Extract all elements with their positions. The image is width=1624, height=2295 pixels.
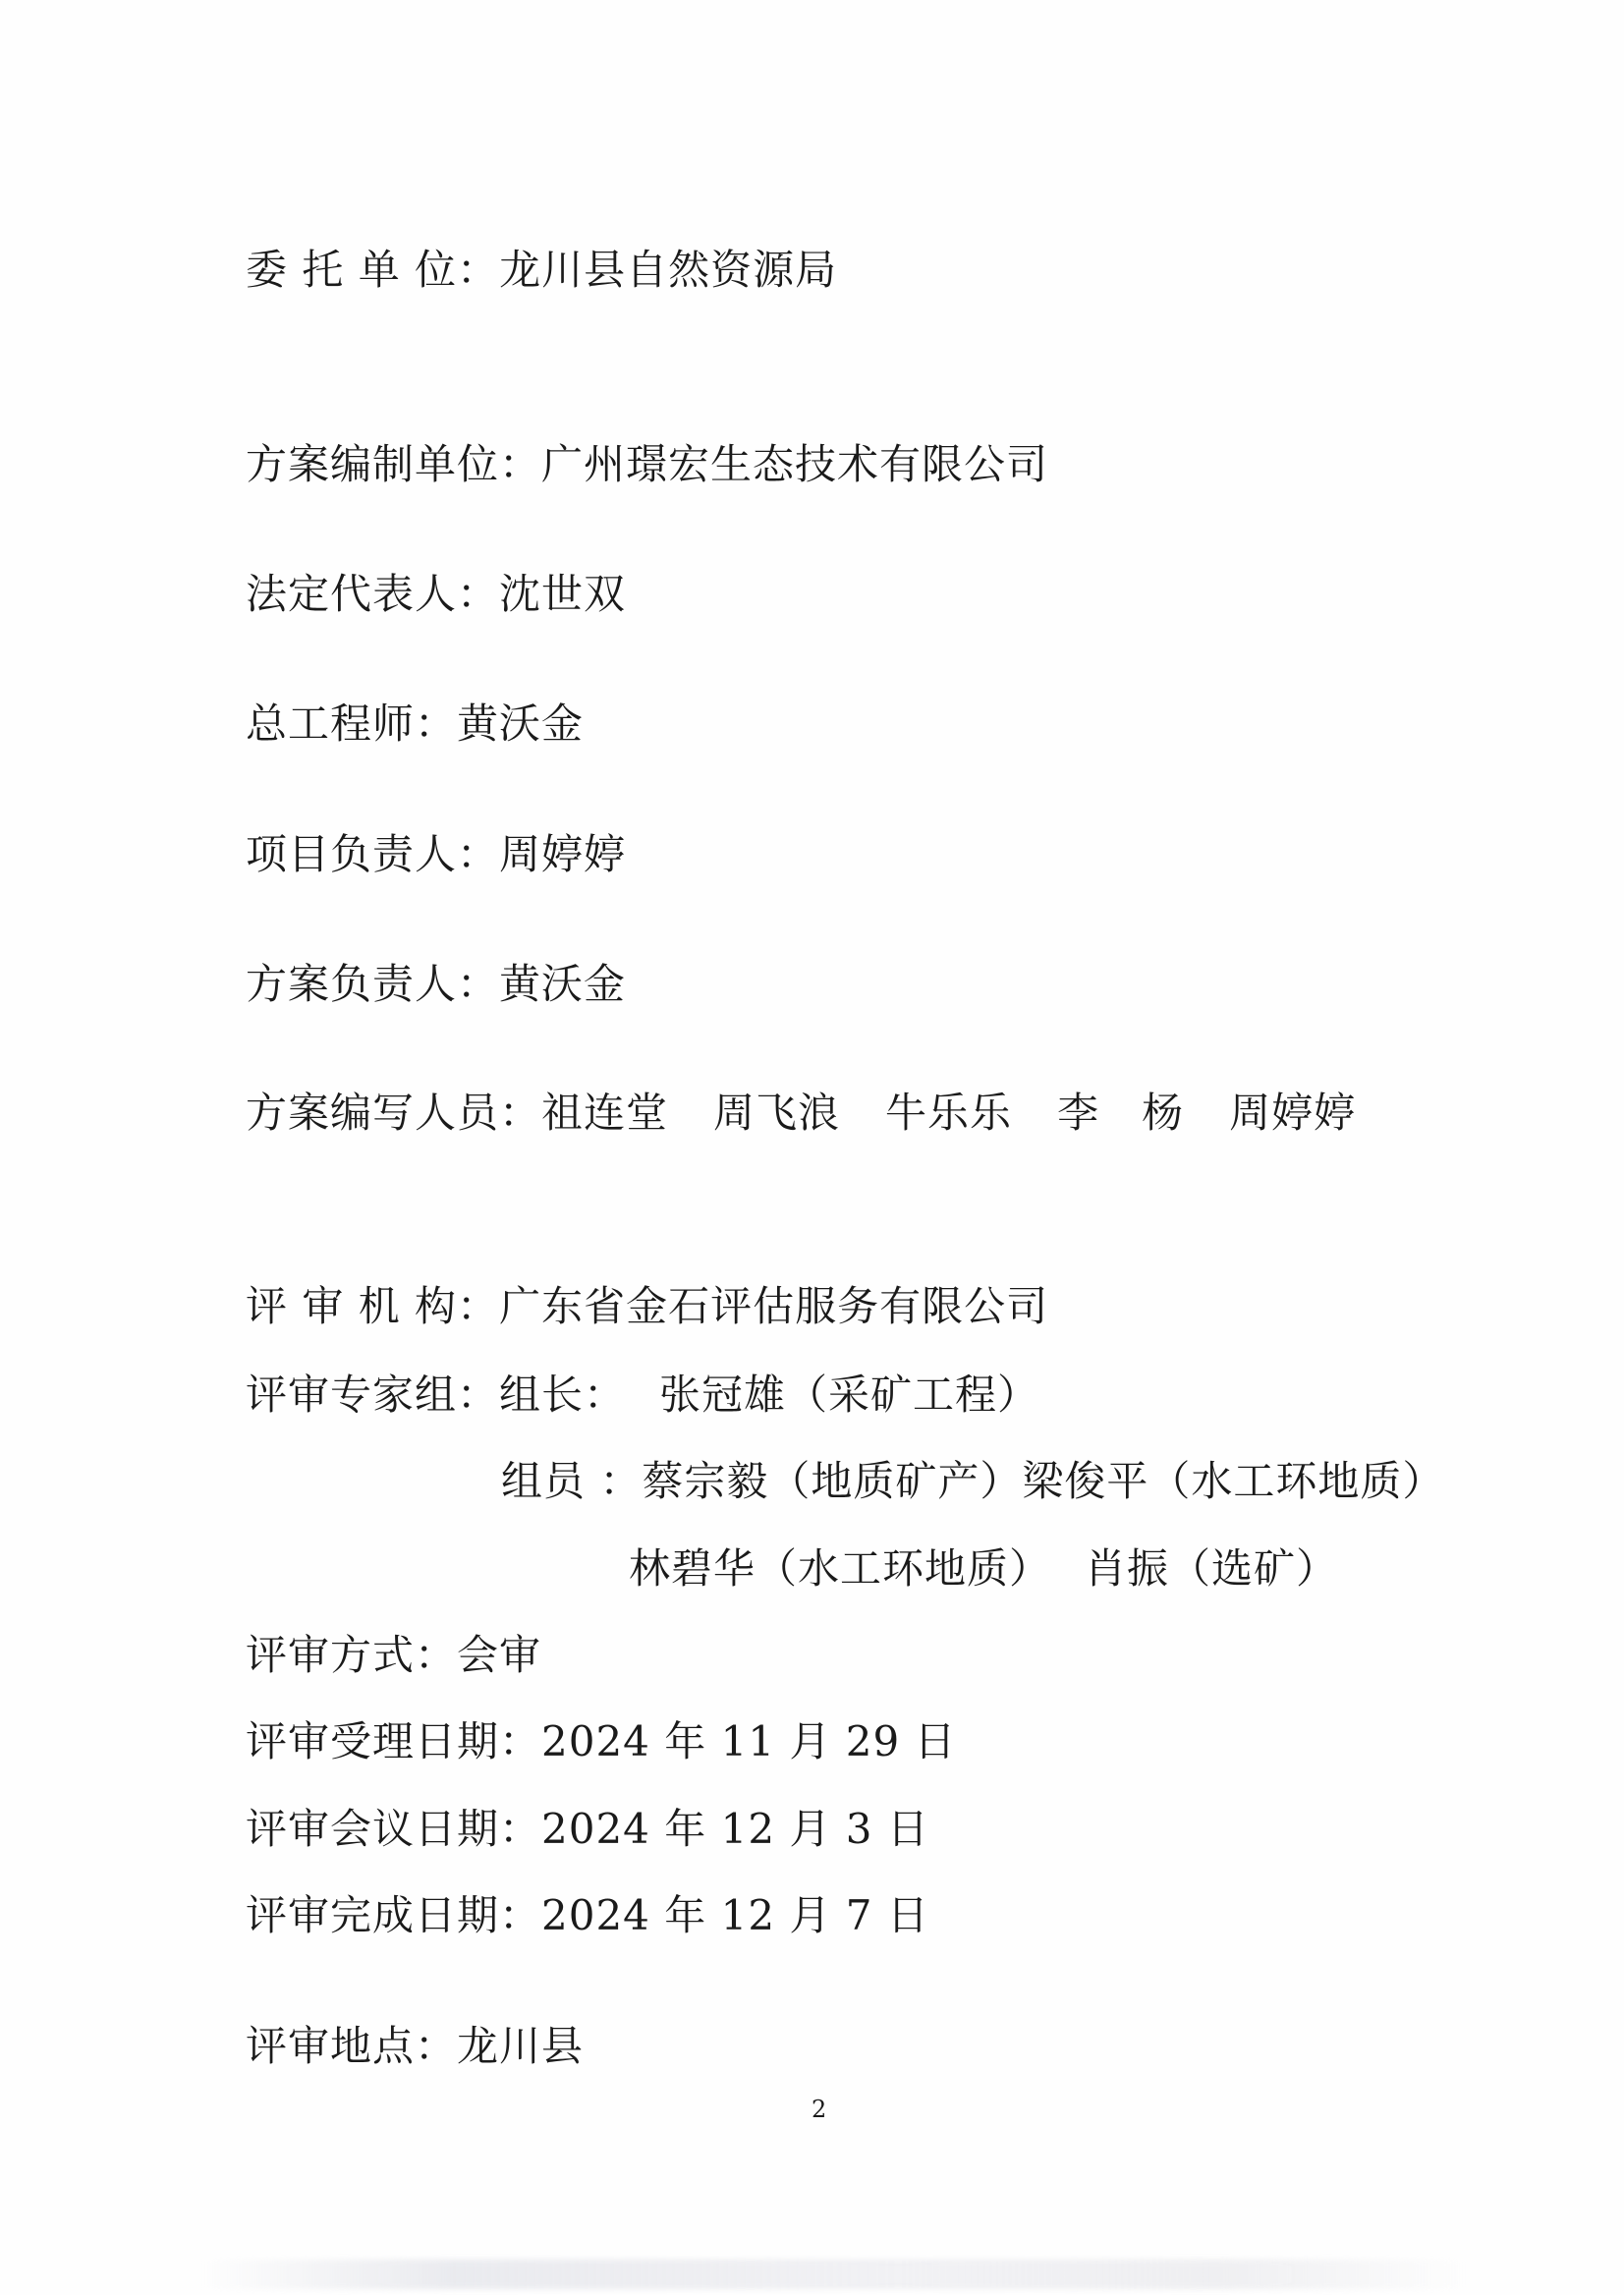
finish-date-value: 2024 年 12 月 7 日 <box>541 1891 929 1939</box>
expert-member-value: 肖振（选矿） <box>1085 1544 1339 1593</box>
accept-date-value: 2024 年 11 月 29 日 <box>541 1717 957 1765</box>
writer-name: 周婷婷 <box>1229 1089 1357 1137</box>
expert-group-label: 评审专家组： <box>246 1371 500 1419</box>
entrust-unit-value: 龙川县自然资源局 <box>499 246 838 294</box>
legal-rep-value: 沈世双 <box>499 570 627 618</box>
writer-name: 李 杨 <box>1057 1089 1185 1137</box>
meeting-date-value: 2024 年 12 月 3 日 <box>541 1805 929 1853</box>
plan-lead-label: 方案负责人： <box>246 960 500 1008</box>
project-lead-label: 项目负责人： <box>246 830 500 878</box>
expert-group-row <box>246 1371 1039 1420</box>
accept-date-row <box>246 1717 957 1766</box>
meeting-date-label: 评审会议日期： <box>246 1805 542 1853</box>
entrust-unit-row <box>246 246 837 295</box>
project-lead-row <box>246 830 626 879</box>
writer-name: 牛乐乐 <box>885 1089 1013 1137</box>
writer-name: 祖连堂 <box>541 1089 669 1137</box>
expert-members-row-2 <box>629 1544 1338 1594</box>
expert-members-row-1 <box>501 1457 1444 1506</box>
page-number: 2 <box>812 2096 827 2123</box>
compiler-unit-row <box>246 440 1048 489</box>
chief-engineer-label: 总工程师： <box>246 700 458 748</box>
location-value: 龙川县 <box>457 2022 585 2070</box>
legal-rep-label: 法定代表人： <box>246 570 500 618</box>
expert-leader-label: 组长： <box>499 1371 627 1419</box>
finish-date-row <box>246 1891 929 1940</box>
location-label: 评审地点： <box>246 2022 458 2070</box>
expert-members-label: 组员 ： <box>501 1457 643 1505</box>
expert-leader-value: 张冠雄（采矿工程） <box>659 1371 1040 1419</box>
expert-member-value: 林碧华（水工环地质） <box>629 1544 1052 1593</box>
review-org-label: 评 审 机 构： <box>246 1282 500 1330</box>
location-row <box>246 2022 584 2071</box>
plan-lead-value: 黄沃金 <box>499 960 627 1008</box>
scan-artifact <box>196 2260 1474 2289</box>
review-mode-label: 评审方式： <box>246 1631 458 1679</box>
entrust-unit-label: 委 托 单 位： <box>246 246 500 294</box>
writer-name: 周飞浪 <box>713 1089 841 1137</box>
chief-engineer-value: 黄沃金 <box>457 700 585 748</box>
writers-label: 方案编写人员： <box>246 1089 542 1137</box>
review-mode-row <box>246 1631 541 1680</box>
compiler-unit-label: 方案编制单位： <box>246 440 542 488</box>
chief-engineer-row <box>246 700 584 749</box>
review-org-value: 广东省金石评估服务有限公司 <box>499 1282 1049 1330</box>
project-lead-value: 周婷婷 <box>499 830 627 878</box>
legal-rep-row <box>246 570 626 619</box>
accept-date-label: 评审受理日期： <box>246 1717 542 1765</box>
expert-members-value: 蔡宗毅（地质矿产）梁俊平（水工环地质） <box>642 1457 1445 1505</box>
review-mode-value: 会审 <box>457 1631 542 1679</box>
review-org-row <box>246 1282 1048 1331</box>
compiler-unit-value: 广州璟宏生态技术有限公司 <box>541 440 1049 488</box>
plan-lead-row <box>246 960 626 1009</box>
meeting-date-row <box>246 1805 929 1854</box>
finish-date-label: 评审完成日期： <box>246 1891 542 1939</box>
writers-row <box>246 1089 1356 1138</box>
